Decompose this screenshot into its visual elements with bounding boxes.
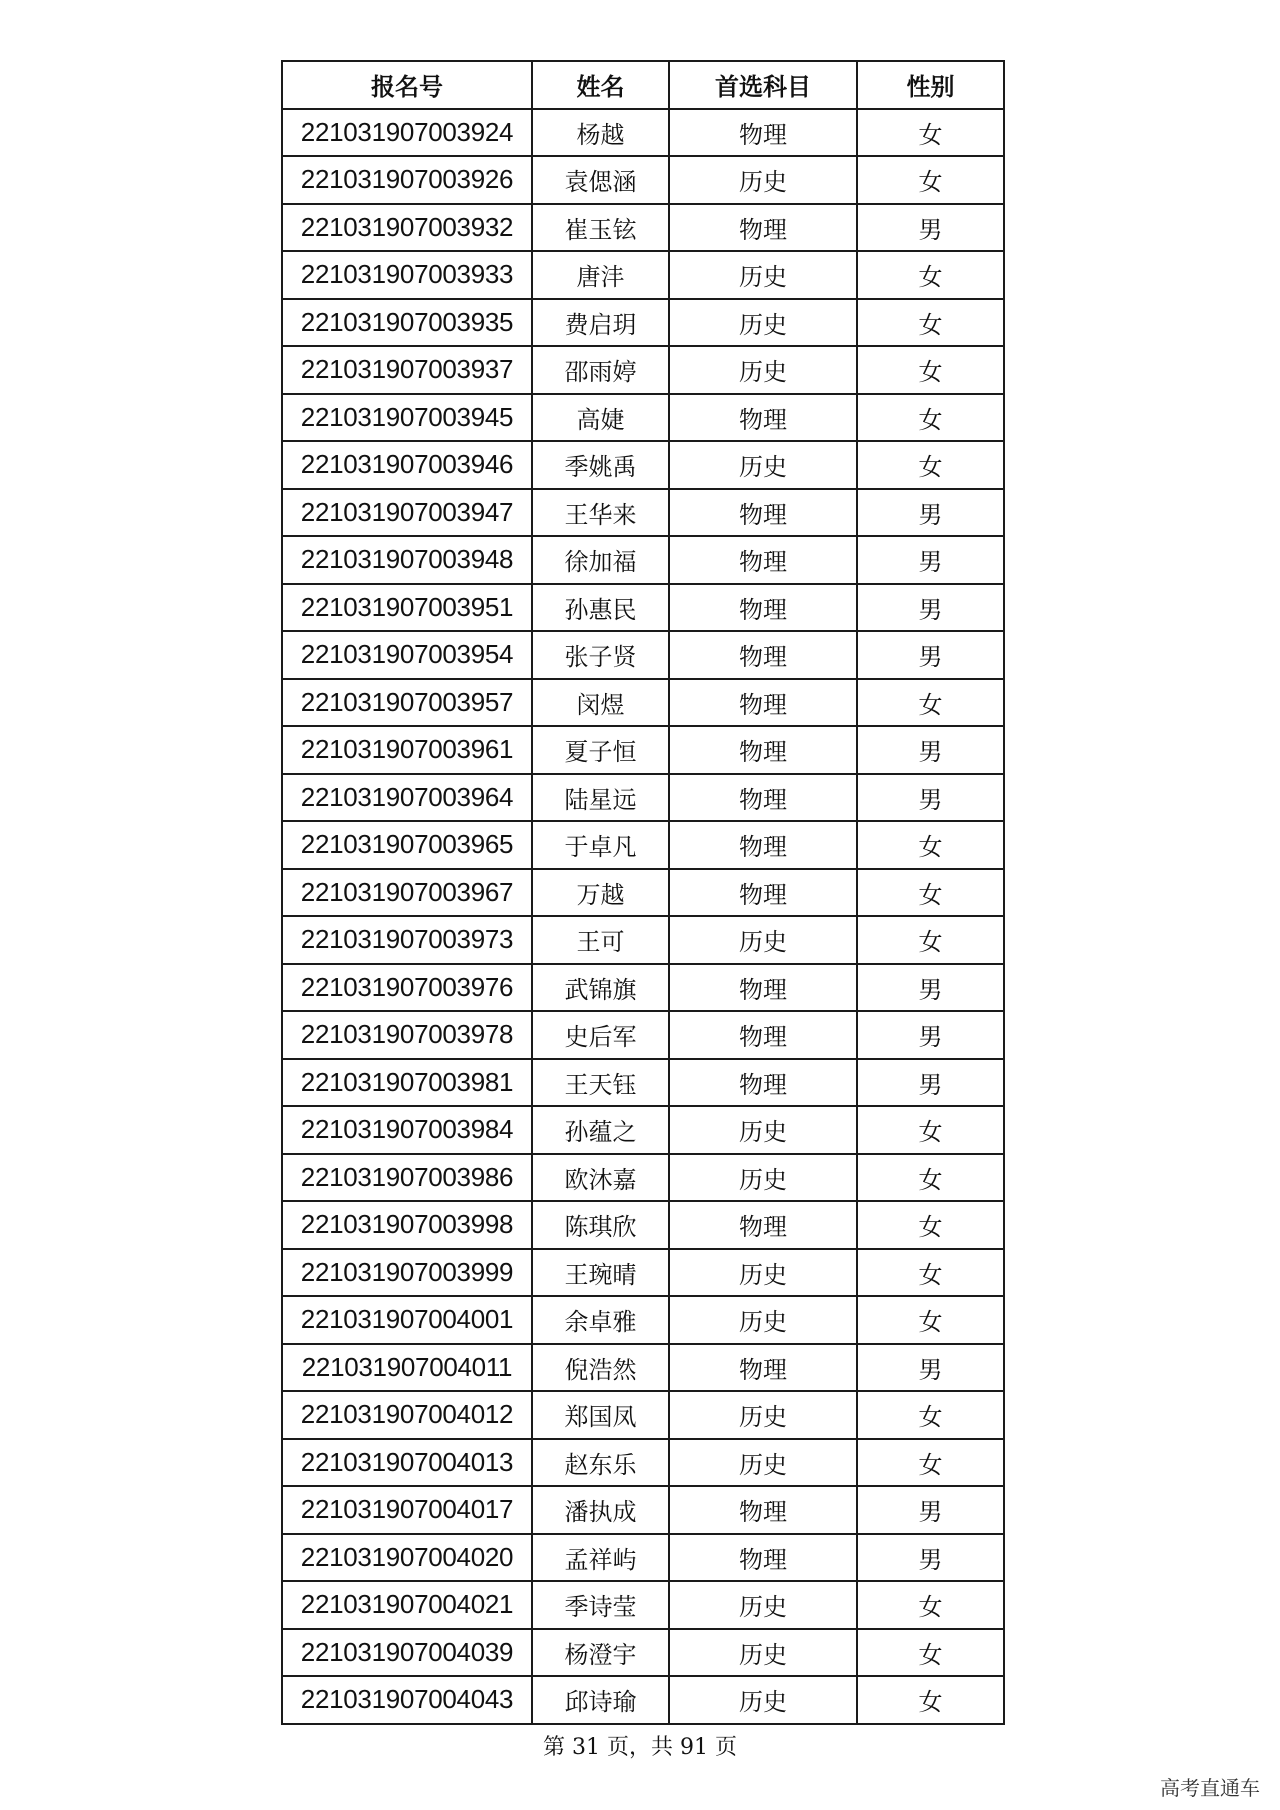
cell-registration-number: 221031907003978 — [282, 1011, 532, 1059]
cell-name: 闵煜 — [532, 679, 669, 727]
table-row — [282, 251, 1004, 299]
table-row — [282, 1486, 1004, 1534]
cell-gender: 女 — [857, 869, 1004, 917]
cell-name: 费启玥 — [532, 299, 669, 347]
table-row — [282, 1439, 1004, 1487]
cell-gender: 男 — [857, 774, 1004, 822]
cell-subject: 物理 — [669, 1534, 857, 1582]
table-row — [282, 1154, 1004, 1202]
cell-subject: 历史 — [669, 1154, 857, 1202]
cell-gender: 女 — [857, 109, 1004, 157]
cell-gender: 女 — [857, 394, 1004, 442]
cell-registration-number: 221031907003984 — [282, 1106, 532, 1154]
cell-gender: 男 — [857, 489, 1004, 537]
cell-subject: 物理 — [669, 536, 857, 584]
cell-name: 陈琪欣 — [532, 1201, 669, 1249]
cell-subject: 物理 — [669, 1201, 857, 1249]
table-row — [282, 1201, 1004, 1249]
table-header-row — [282, 61, 1004, 109]
cell-registration-number: 221031907003948 — [282, 536, 532, 584]
cell-subject: 物理 — [669, 726, 857, 774]
table-row — [282, 109, 1004, 157]
cell-name: 余卓雅 — [532, 1296, 669, 1344]
cell-gender: 女 — [857, 299, 1004, 347]
cell-registration-number: 221031907003951 — [282, 584, 532, 632]
cell-registration-number: 221031907003973 — [282, 916, 532, 964]
table-row — [282, 1344, 1004, 1392]
table-row — [282, 299, 1004, 347]
cell-subject: 物理 — [669, 964, 857, 1012]
cell-gender: 男 — [857, 204, 1004, 252]
table-row — [282, 1059, 1004, 1107]
cell-name: 欧沐嘉 — [532, 1154, 669, 1202]
cell-subject: 历史 — [669, 441, 857, 489]
cell-registration-number: 221031907003946 — [282, 441, 532, 489]
cell-registration-number: 221031907003998 — [282, 1201, 532, 1249]
cell-name: 张子贤 — [532, 631, 669, 679]
cell-registration-number: 221031907003945 — [282, 394, 532, 442]
cell-name: 赵东乐 — [532, 1439, 669, 1487]
cell-registration-number: 221031907003986 — [282, 1154, 532, 1202]
table-row — [282, 1106, 1004, 1154]
cell-name: 万越 — [532, 869, 669, 917]
cell-subject: 物理 — [669, 394, 857, 442]
cell-registration-number: 221031907003926 — [282, 156, 532, 204]
cell-registration-number: 221031907004012 — [282, 1391, 532, 1439]
table-row — [282, 1534, 1004, 1582]
cell-subject: 历史 — [669, 156, 857, 204]
cell-gender: 女 — [857, 251, 1004, 299]
cell-name: 孟祥屿 — [532, 1534, 669, 1582]
cell-registration-number: 221031907004011 — [282, 1344, 532, 1392]
table-row — [282, 916, 1004, 964]
cell-gender: 女 — [857, 1249, 1004, 1297]
cell-registration-number: 221031907003961 — [282, 726, 532, 774]
header-registration-number: 报名号 — [282, 61, 532, 109]
cell-gender: 女 — [857, 1391, 1004, 1439]
table-row — [282, 1249, 1004, 1297]
cell-subject: 物理 — [669, 1011, 857, 1059]
cell-registration-number: 221031907003937 — [282, 346, 532, 394]
cell-name: 唐沣 — [532, 251, 669, 299]
cell-gender: 男 — [857, 726, 1004, 774]
table-body — [282, 109, 1004, 1724]
cell-gender: 女 — [857, 821, 1004, 869]
table-row — [282, 489, 1004, 537]
cell-subject: 物理 — [669, 1486, 857, 1534]
cell-registration-number: 221031907003957 — [282, 679, 532, 727]
cell-subject: 历史 — [669, 1296, 857, 1344]
table-row — [282, 1391, 1004, 1439]
table-row — [282, 346, 1004, 394]
cell-subject: 物理 — [669, 1344, 857, 1392]
cell-name: 徐加福 — [532, 536, 669, 584]
cell-gender: 女 — [857, 1439, 1004, 1487]
cell-registration-number: 221031907003947 — [282, 489, 532, 537]
cell-registration-number: 221031907003965 — [282, 821, 532, 869]
table-row — [282, 204, 1004, 252]
cell-subject: 历史 — [669, 299, 857, 347]
cell-gender: 女 — [857, 1201, 1004, 1249]
table-row — [282, 631, 1004, 679]
cell-gender: 女 — [857, 346, 1004, 394]
cell-name: 王琬晴 — [532, 1249, 669, 1297]
cell-name: 王可 — [532, 916, 669, 964]
table-row — [282, 584, 1004, 632]
cell-name: 潘执成 — [532, 1486, 669, 1534]
cell-gender: 女 — [857, 441, 1004, 489]
cell-registration-number: 221031907004001 — [282, 1296, 532, 1344]
cell-gender: 女 — [857, 679, 1004, 727]
cell-subject: 物理 — [669, 869, 857, 917]
table-row — [282, 536, 1004, 584]
cell-gender: 女 — [857, 156, 1004, 204]
cell-subject: 历史 — [669, 1676, 857, 1724]
cell-registration-number: 221031907003976 — [282, 964, 532, 1012]
cell-registration-number: 221031907003999 — [282, 1249, 532, 1297]
table-row — [282, 1676, 1004, 1724]
cell-subject: 历史 — [669, 1391, 857, 1439]
table-row — [282, 821, 1004, 869]
cell-registration-number: 221031907003935 — [282, 299, 532, 347]
page-number: 第 31 页，共 91 页 — [543, 1735, 737, 1760]
cell-subject: 历史 — [669, 916, 857, 964]
cell-registration-number: 221031907004043 — [282, 1676, 532, 1724]
cell-gender: 女 — [857, 1154, 1004, 1202]
cell-gender: 男 — [857, 584, 1004, 632]
cell-subject: 物理 — [669, 109, 857, 157]
cell-gender: 男 — [857, 536, 1004, 584]
cell-gender: 女 — [857, 1629, 1004, 1677]
cell-registration-number: 221031907003981 — [282, 1059, 532, 1107]
header-gender: 性别 — [857, 61, 1004, 109]
cell-registration-number: 221031907003964 — [282, 774, 532, 822]
cell-name: 郑国凤 — [532, 1391, 669, 1439]
cell-name: 杨澄宇 — [532, 1629, 669, 1677]
table-row — [282, 1629, 1004, 1677]
table-row — [282, 1296, 1004, 1344]
header-subject: 首选科目 — [669, 61, 857, 109]
cell-name: 于卓凡 — [532, 821, 669, 869]
cell-subject: 物理 — [669, 1059, 857, 1107]
cell-subject: 历史 — [669, 1249, 857, 1297]
cell-registration-number: 221031907003954 — [282, 631, 532, 679]
cell-subject: 物理 — [669, 584, 857, 632]
cell-subject: 历史 — [669, 346, 857, 394]
cell-gender: 男 — [857, 1344, 1004, 1392]
cell-gender: 女 — [857, 1106, 1004, 1154]
cell-registration-number: 221031907004021 — [282, 1581, 532, 1629]
cell-registration-number: 221031907004017 — [282, 1486, 532, 1534]
table-row — [282, 964, 1004, 1012]
cell-gender: 男 — [857, 1011, 1004, 1059]
cell-name: 孙惠民 — [532, 584, 669, 632]
cell-name: 王天钰 — [532, 1059, 669, 1107]
cell-registration-number: 221031907004013 — [282, 1439, 532, 1487]
cell-name: 袁偲涵 — [532, 156, 669, 204]
cell-name: 王华来 — [532, 489, 669, 537]
cell-name: 陆星远 — [532, 774, 669, 822]
registration-table — [281, 60, 1005, 1725]
table-row — [282, 394, 1004, 442]
cell-subject: 历史 — [669, 1439, 857, 1487]
cell-subject: 物理 — [669, 489, 857, 537]
cell-subject: 物理 — [669, 631, 857, 679]
cell-name: 夏子恒 — [532, 726, 669, 774]
cell-name: 邱诗瑜 — [532, 1676, 669, 1724]
header-name: 姓名 — [532, 61, 669, 109]
cell-subject: 历史 — [669, 1629, 857, 1677]
cell-subject: 历史 — [669, 251, 857, 299]
cell-name: 史后军 — [532, 1011, 669, 1059]
cell-registration-number: 221031907003924 — [282, 109, 532, 157]
cell-gender: 男 — [857, 1486, 1004, 1534]
cell-gender: 女 — [857, 1296, 1004, 1344]
cell-registration-number: 221031907003932 — [282, 204, 532, 252]
cell-subject: 历史 — [669, 1106, 857, 1154]
cell-subject: 物理 — [669, 204, 857, 252]
watermark-text: 高考直通车 — [1160, 1776, 1260, 1800]
cell-gender: 男 — [857, 964, 1004, 1012]
cell-gender: 男 — [857, 1534, 1004, 1582]
cell-name: 杨越 — [532, 109, 669, 157]
table-row — [282, 1011, 1004, 1059]
cell-registration-number: 221031907004020 — [282, 1534, 532, 1582]
cell-subject: 物理 — [669, 774, 857, 822]
cell-gender: 女 — [857, 1676, 1004, 1724]
cell-registration-number: 221031907003967 — [282, 869, 532, 917]
cell-name: 季诗莹 — [532, 1581, 669, 1629]
cell-name: 武锦旗 — [532, 964, 669, 1012]
cell-gender: 男 — [857, 631, 1004, 679]
cell-registration-number: 221031907004039 — [282, 1629, 532, 1677]
cell-subject: 物理 — [669, 679, 857, 727]
table-row — [282, 1581, 1004, 1629]
cell-name: 孙蕴之 — [532, 1106, 669, 1154]
table-row — [282, 774, 1004, 822]
cell-subject: 历史 — [669, 1581, 857, 1629]
table-row — [282, 156, 1004, 204]
table-row — [282, 679, 1004, 727]
cell-registration-number: 221031907003933 — [282, 251, 532, 299]
cell-name: 崔玉铉 — [532, 204, 669, 252]
table-row — [282, 726, 1004, 774]
table-row — [282, 441, 1004, 489]
cell-name: 高婕 — [532, 394, 669, 442]
cell-name: 倪浩然 — [532, 1344, 669, 1392]
cell-gender: 男 — [857, 1059, 1004, 1107]
table-row — [282, 869, 1004, 917]
cell-gender: 女 — [857, 1581, 1004, 1629]
cell-subject: 物理 — [669, 821, 857, 869]
cell-name: 邵雨婷 — [532, 346, 669, 394]
cell-name: 季姚禹 — [532, 441, 669, 489]
cell-gender: 女 — [857, 916, 1004, 964]
